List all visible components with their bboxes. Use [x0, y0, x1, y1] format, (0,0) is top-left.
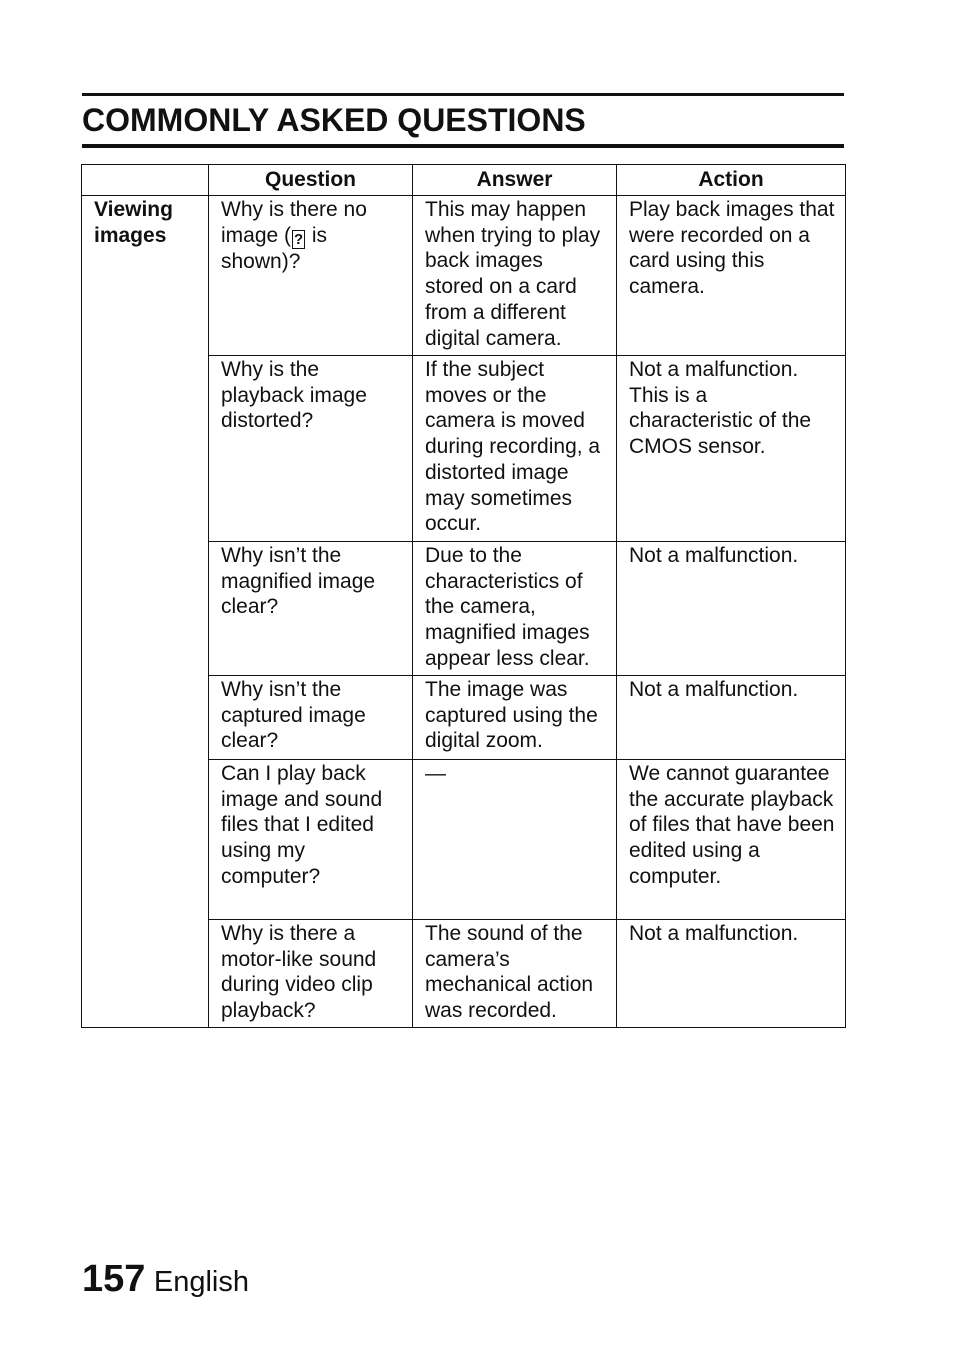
- column-header-action: Action: [617, 165, 846, 196]
- category-cell: Viewing images: [82, 196, 209, 1028]
- action-cell: Not a malfunction. This is a characteristic of the CMOS sensor.: [617, 356, 846, 542]
- answer-cell: The image was captured using the digital zoom.: [413, 676, 617, 760]
- answer-cell: This may happen when trying to play back images stored on a card from a different digital camera.: [413, 196, 617, 356]
- column-header-answer: Answer: [413, 165, 617, 196]
- action-cell: Not a malfunction.: [617, 542, 846, 676]
- page-footer: [82, 1258, 249, 1301]
- faq-table: [81, 164, 846, 1028]
- answer-cell: If the subject moves or the camera is moved during recording, a distorted image may sometimes occur.: [413, 356, 617, 542]
- question-cell: Why isn’t the captured image clear?: [209, 676, 413, 760]
- answer-cell: —: [413, 760, 617, 920]
- action-cell: Not a malfunction.: [617, 676, 846, 760]
- question-text: is shown)?: [221, 223, 328, 273]
- question-cell: Why is the playback image distorted?: [209, 356, 413, 542]
- question-cell: Why isn’t the magnified image clear?: [209, 542, 413, 676]
- question-cell: [209, 196, 413, 356]
- column-header-category: [82, 165, 209, 196]
- question-text: Why is there no image (: [221, 198, 367, 247]
- action-cell: Play back images that were recorded on a card using this camera.: [617, 196, 846, 356]
- table-row: [82, 196, 846, 356]
- question-mark-icon: ?: [293, 230, 304, 248]
- title-rule-top: [82, 93, 844, 96]
- column-header-question: Question: [209, 165, 413, 196]
- page-language: English: [153, 1266, 249, 1298]
- action-cell: Not a malfunction.: [617, 920, 846, 1028]
- question-cell: Can I play back image and sound files that I edited using my computer?: [209, 760, 413, 920]
- answer-cell: The sound of the camera’s mechanical action was recorded.: [413, 920, 617, 1028]
- action-cell: We cannot guarantee the accurate playback of files that have been edited using a computer.: [617, 760, 846, 920]
- table-header-row: [82, 165, 846, 196]
- page-number: 157: [82, 1258, 146, 1300]
- page-title: COMMONLY ASKED QUESTIONS: [82, 102, 586, 138]
- answer-cell: Due to the characteristics of the camera, magnified images appear less clear.: [413, 542, 617, 676]
- title-rule-bottom: [82, 144, 844, 148]
- question-cell: Why is there a motor-like sound during video clip playback?: [209, 920, 413, 1028]
